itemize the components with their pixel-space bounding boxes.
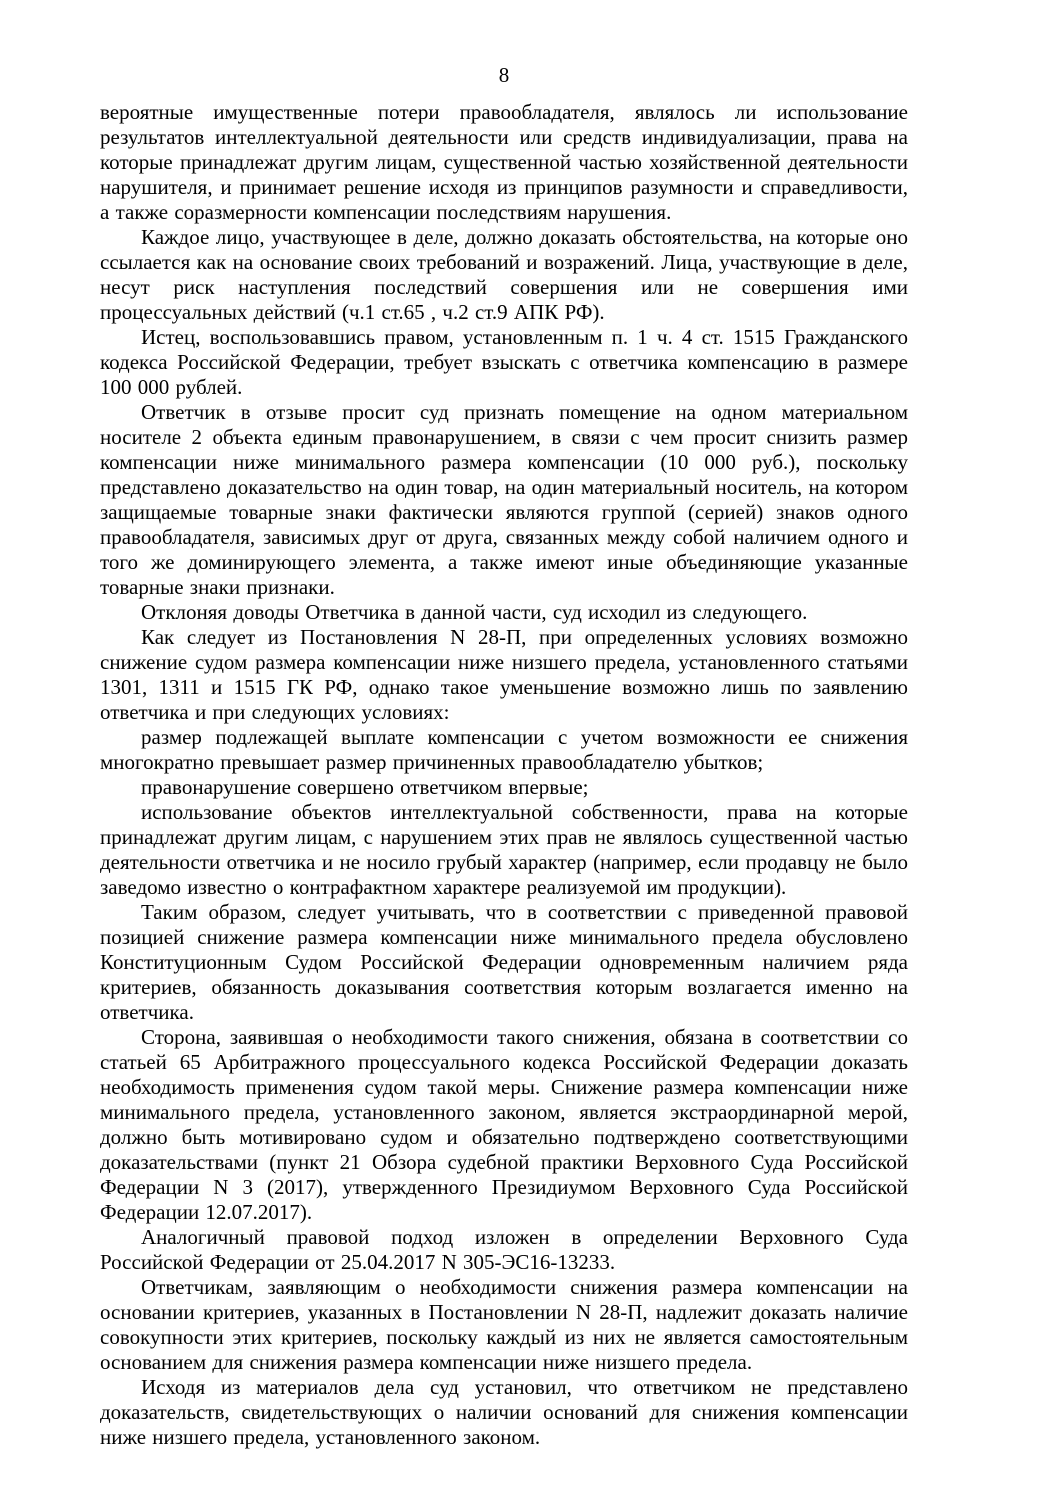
paragraph: вероятные имущественные потери правообладателя, являлось ли использование результатов интеллектуальной деятельности или средств индивидуализации, права на которые принадлежат другим лицам, существенной частью хозяйственной деятельности нарушителя, и принимает решение исходя из принципов разумности и справедливости, а также соразмерности компенсации последствиям нарушения. (100, 100, 908, 224)
paragraph: Каждое лицо, участвующее в деле, должно доказать обстоятельства, на которые оно ссылается как на основание своих требований и возражений. Лица, участвующие в деле, несут риск наступления последствий совершения или не совершения ими процессуальных действий (ч.1 ст.65 , ч.2 ст.9 АПК РФ). (100, 225, 908, 324)
paragraph: размер подлежащей выплате компенсации с учетом возможности ее снижения многократно превышает размер причиненных правообладателю убытков; (100, 725, 908, 774)
paragraph: Как следует из Постановления N 28-П, при определенных условиях возможно снижение судом размера компенсации ниже низшего предела, установленного статьями 1301, 1311 и 1515 ГК РФ, однако такое уменьшение возможно лишь по заявлению ответчика и при следующих условиях: (100, 625, 908, 724)
page-number: 8 (498, 63, 510, 87)
paragraph: Сторона, заявившая о необходимости такого снижения, обязана в соответствии со статьей 65 Арбитражного процессуального кодекса Российской Федерации доказать необходимость применения судом такой меры. Снижение размера компенсации ниже минимального предела, установленного законом, является экстраординарной мерой, должно быть мотивировано судом и обязательно подтверждено соответствующими доказательствами (пункт 21 Обзора судебной практики Верховного Суда Российской Федерации N 3 (2017), утвержденного Президиумом Верховного Суда Российской Федерации 12.07.2017). (100, 1025, 908, 1224)
paragraph: использование объектов интеллектуальной собственности, права на которые принадлежат другим лицам, с нарушением этих прав не являлось существенной частью деятельности ответчика и не носило грубый характер (например, если продавцу не было заведомо известно о контрафактном характере реализуемой им продукции). (100, 800, 908, 899)
document-body (100, 100, 908, 1450)
paragraph: правонарушение совершено ответчиком впервые; (141, 775, 589, 799)
paragraph: Аналогичный правовой подход изложен в определении Верховного Суда Российской Федерации от 25.04.2017 N 305-ЭС16-13233. (100, 1225, 908, 1274)
paragraph: Ответчик в отзыве просит суд признать помещение на одном материальном носителе 2 объекта единым правонарушением, в связи с чем просит снизить размер компенсации ниже минимального размера компенсации (10 000 руб.), поскольку представлено доказательство на один товар, на один материальный носитель, на котором защищаемые товарные знаки фактически являются группой (серией) знаков одного правообладателя, зависимых друг от друга, связанных между собой наличием одного и того же доминирующего элемента, а также имеют иные объединяющие указанные товарные знаки признаки. (100, 400, 908, 599)
paragraph: Ответчикам, заявляющим о необходимости снижения размера компенсации на основании критериев, указанных в Постановлении N 28-П, надлежит доказать наличие совокупности этих критериев, поскольку каждый из них не является самостоятельным основанием для снижения размера компенсации ниже низшего предела. (100, 1275, 908, 1374)
paragraph: Исходя из материалов дела суд установил, что ответчиком не представлено доказательств, свидетельствующих о наличии оснований для снижения компенсации ниже низшего предела, установленного законом. (100, 1375, 908, 1449)
paragraph: Истец, воспользовавшись правом, установленным п. 1 ч. 4 ст. 1515 Гражданского кодекса Российской Федерации, требует взыскать с ответчика компенсацию в размере 100 000 рублей. (100, 325, 908, 399)
paragraph: Таким образом, следует учитывать, что в соответствии с приведенной правовой позицией снижение размера компенсации ниже минимального предела обусловлено Конституционным Судом Российской Федерации одновременным наличием ряда критериев, обязанность доказывания соответствия которым возлагается именно на ответчика. (100, 900, 908, 1024)
paragraph: Отклоняя доводы Ответчика в данной части, суд исходил из следующего. (141, 600, 808, 624)
